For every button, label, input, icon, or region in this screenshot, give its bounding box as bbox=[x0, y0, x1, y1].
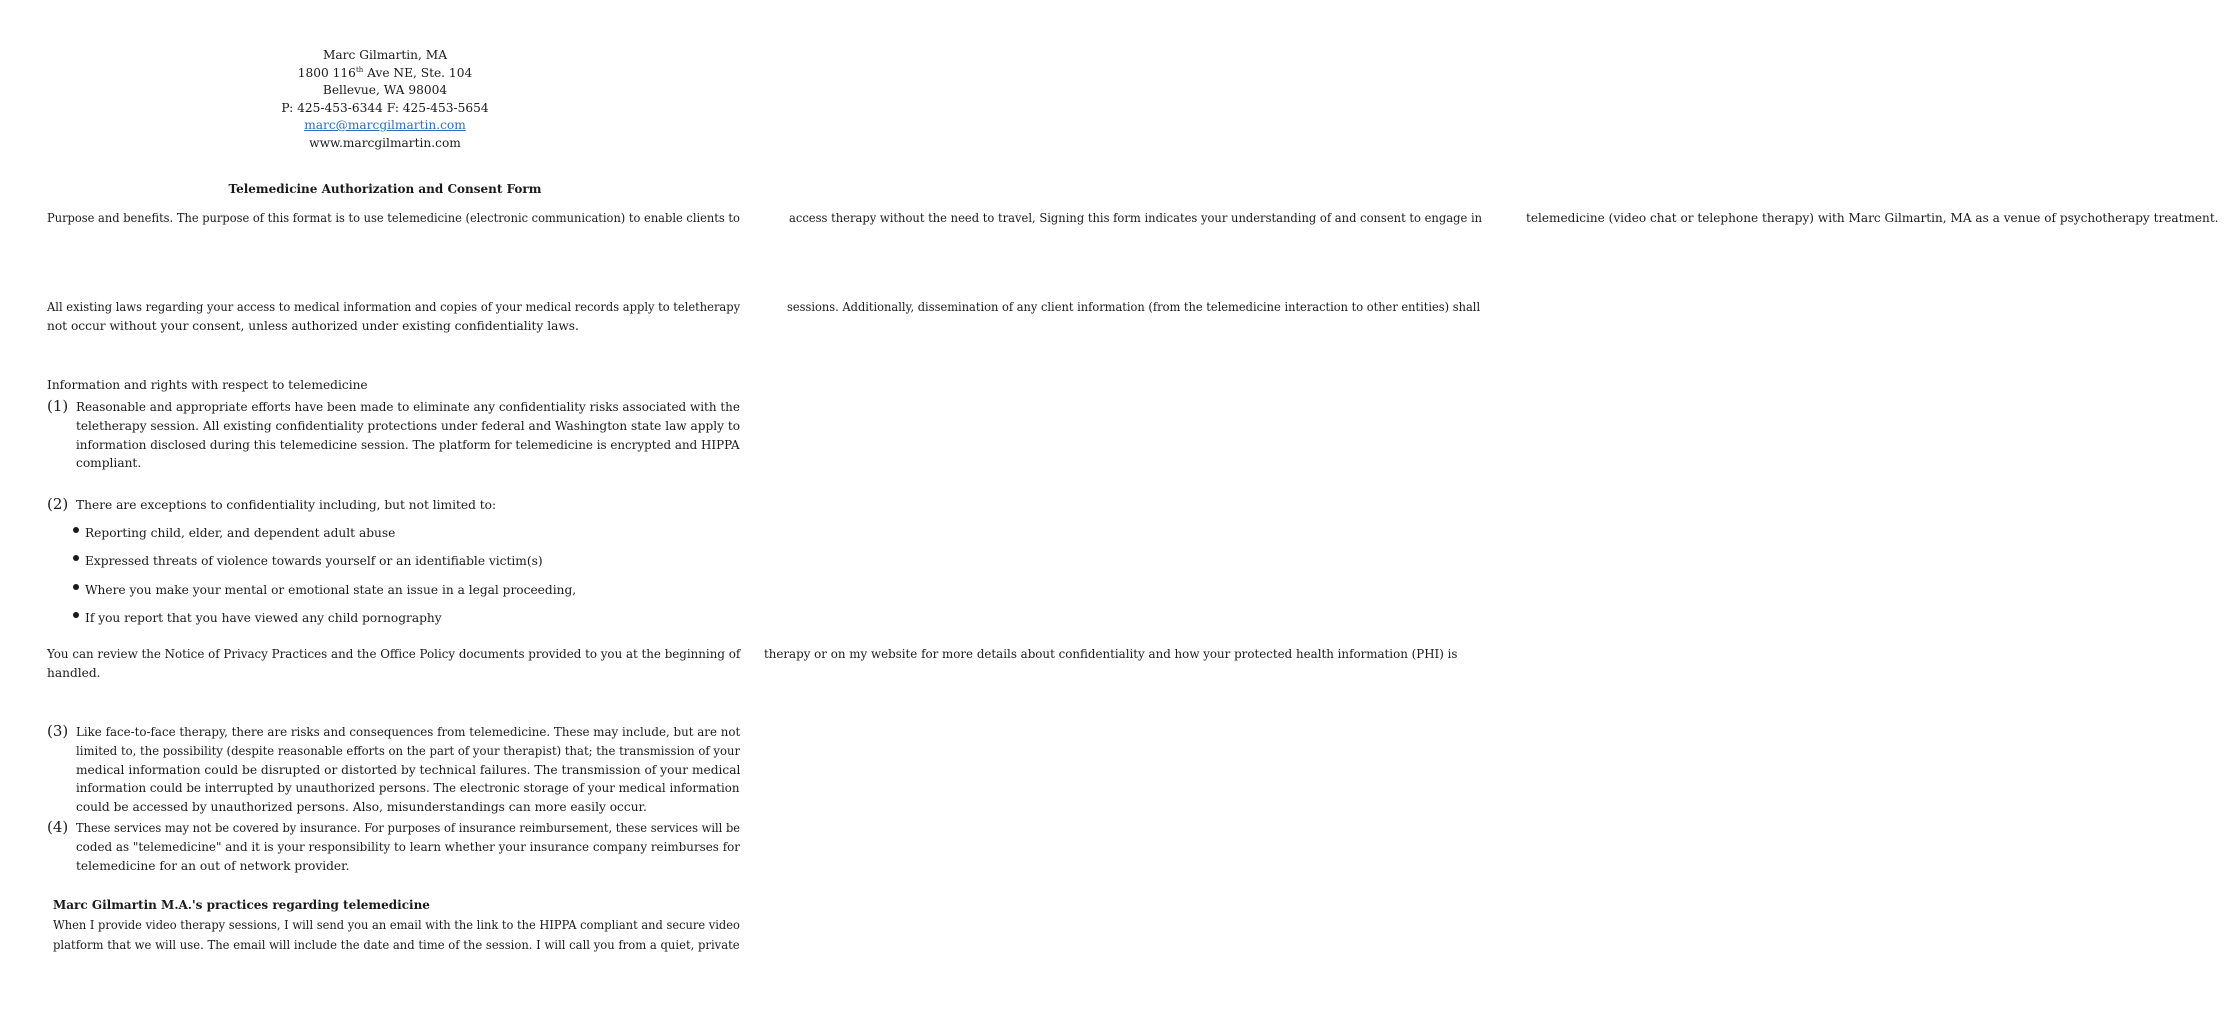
item-number: (3) bbox=[47, 722, 69, 740]
numbered-item-4: These services may not be covered by insurance. For purposes of insurance reimbursement, these services will be coded as "telemedicine" and it is your responsibility to learn whether your insurance company reimburses for telemedicine for an out of network provider. bbox=[76, 821, 741, 873]
bullet-icon bbox=[73, 612, 79, 618]
exception-bullet: If you report that you have viewed any child pornography bbox=[73, 611, 442, 625]
review-paragraph: You can review the Notice of Privacy Practices and the Office Policy documents provided to you at the beginning of therapy or on my website for more details about confidentiality and how your protected health information (PHI) is handled. bbox=[47, 647, 1458, 681]
street-address: 1800 116th Ave NE, Ste. 104 bbox=[297, 65, 473, 80]
bullet-icon bbox=[73, 584, 79, 590]
practices-paragraph: When I provide video therapy sessions, I will send you an email with the link to the HIPPA compliant and secure video platform that we will use. The email will include the date and time of the session. I will call you from a quiet, private bbox=[53, 918, 740, 952]
email-link[interactable]: marc@marcgilmartin.com bbox=[304, 118, 466, 132]
practices-heading: Marc Gilmartin M.A.'s practices regarding telemedicine bbox=[53, 898, 430, 912]
exception-bullet: Expressed threats of violence towards yourself or an identifiable victim(s) bbox=[73, 554, 543, 568]
purpose-paragraph: Purpose and benefits. The purpose of this format is to use telemedicine (electronic communication) to enable clients to access therapy without the need to travel, Signing this form indicates your understanding of and consent to engage in telemedicine (video chat or telephone therapy) with Marc Gilmartin, MA as a venue of psychotherapy treatment. bbox=[47, 211, 2219, 225]
exception-bullet: Reporting child, elder, and dependent adult abuse bbox=[73, 526, 395, 540]
numbered-item-2: There are exceptions to confidentiality including, but not limited to: bbox=[76, 498, 497, 512]
rights-heading: Information and rights with respect to telemedicine bbox=[47, 378, 368, 392]
website-text: www.marcgilmartin.com bbox=[309, 135, 461, 150]
practitioner-name: Marc Gilmartin, MA bbox=[322, 48, 448, 62]
bullet-icon bbox=[73, 527, 79, 533]
bullet-icon bbox=[73, 555, 79, 561]
city-line: Bellevue, WA 98004 bbox=[322, 83, 448, 97]
item-number: (2) bbox=[47, 495, 69, 513]
exception-bullet: Where you make your mental or emotional state an issue in a legal proceeding, bbox=[73, 583, 576, 597]
numbered-item-1: Reasonable and appropriate efforts have been made to eliminate any confidentiality risks associated with the teletherapy session. All existing confidentiality protections under federal and Washington state law apply to information disclosed during this telemedicine session. The platform for telemedicine is encrypted and HIPPA compliant. bbox=[76, 400, 740, 471]
phone-line: P: 425-453-6344 F: 425-453-5654 bbox=[281, 100, 489, 115]
laws-paragraph: All existing laws regarding your access to medical information and copies of your medical records apply to teletherapy sessions. Additionally, dissemination of any client information (from the telemedicine interaction to other entities) shall not occur without your consent, unless authorized under existing confidentiality laws. bbox=[47, 300, 1481, 334]
form-title: Telemedicine Authorization and Consent Form bbox=[228, 182, 542, 196]
item-number: (1) bbox=[47, 397, 69, 415]
numbered-item-3: Like face-to-face therapy, there are risks and consequences from telemedicine. These may include, but are not limited to, the possibility (despite reasonable efforts on the part of your therapist) that; the transmission of your medical information could be disrupted or distorted by technical failures. The transmission of your medical information could be interrupted by unauthorized persons. The electronic storage of your medical information could be accessed by unauthorized persons. Also, misunderstandings can more easily occur. bbox=[76, 725, 741, 815]
item-number: (4) bbox=[47, 818, 69, 836]
letterhead bbox=[0, 47, 770, 152]
